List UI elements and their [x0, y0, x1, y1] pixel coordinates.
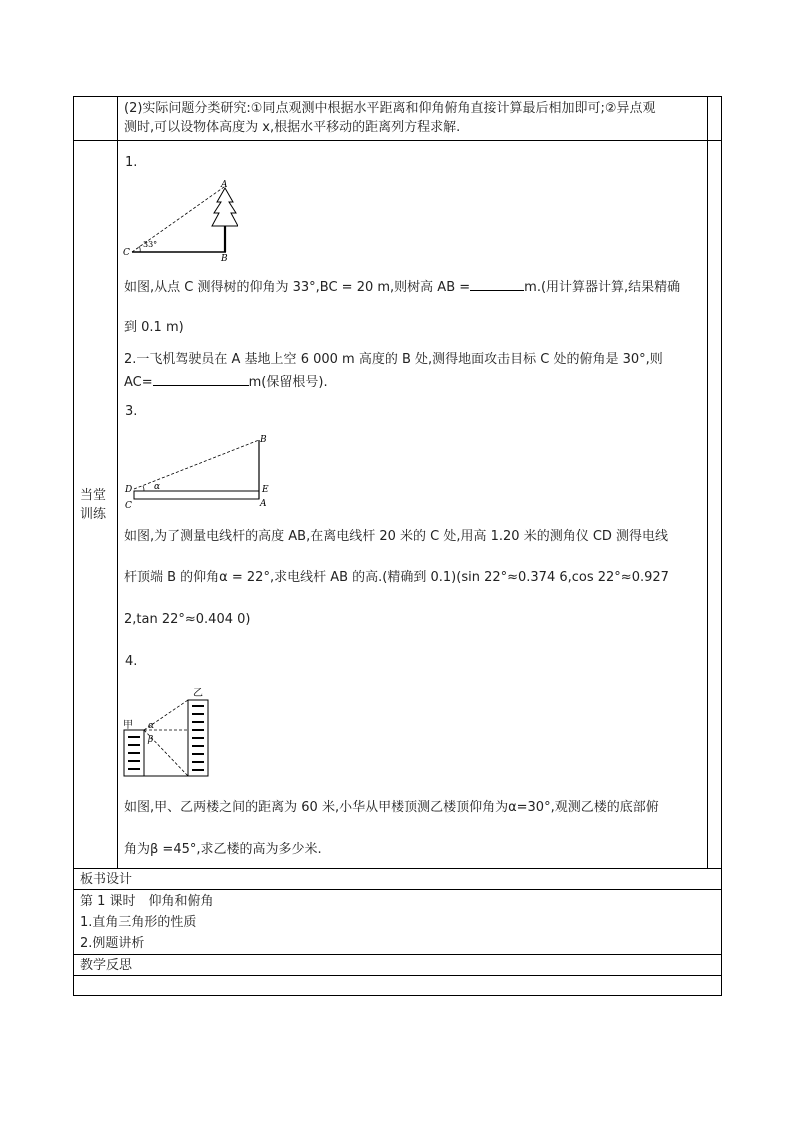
problem-4-label-yi: 乙: [193, 688, 203, 699]
section-label-line-1: 当堂: [80, 488, 107, 503]
table-left-border: [73, 96, 74, 996]
problem-4-label-jia: 甲: [123, 720, 133, 731]
problem-4-text-line-1: 如图,甲、乙两楼之间的距离为 60 米,小华从甲楼顶测乙楼顶仰角为α=30°,观测乙楼的底部俯: [124, 800, 659, 815]
problem-4-label-beta: β: [148, 735, 154, 745]
problem-2-text-line-2: [124, 373, 328, 391]
row-divider-board: [73, 954, 722, 955]
problem-1-number: 1.: [125, 155, 138, 170]
problem-4-text-line-2: 角为β =45°,求乙楼的高为多少米.: [124, 842, 322, 857]
problem-3-label-d: D: [125, 485, 133, 495]
problem-3-text-line-2: 杆顶端 B 的仰角α = 22°,求电线杆 AB 的高.(精确到 0.1)(sin 22°≈0.374 6,cos 22°≈0.927: [124, 570, 669, 585]
problem-2-text-before: AC=: [124, 375, 153, 390]
row-divider-intro: [73, 140, 722, 141]
problem-4-number: 4.: [125, 654, 138, 669]
problem-1-angle-label: 33°: [143, 240, 158, 249]
board-item-1: 1.直角三角形的性质: [80, 915, 197, 930]
problem-3-pole-figure: [118, 432, 278, 512]
problem-1-answer-blank: [470, 278, 524, 291]
problem-3-label-e: E: [262, 485, 269, 495]
table-right-border: [721, 96, 722, 996]
inner-right-divider: [707, 96, 708, 868]
problem-1-text-line-2: 到 0.1 m): [124, 320, 184, 335]
problem-3-label-c: C: [125, 501, 132, 511]
problem-4-buildings-figure: [118, 682, 218, 782]
problem-1-tree-figure: [118, 176, 238, 262]
problem-3-label-a: A: [260, 499, 267, 509]
row-divider-board-heading: [73, 889, 722, 890]
problem-1-text-before: 如图,从点 C 测得树的仰角为 33°,BC = 20 m,则树高 AB =: [124, 280, 471, 295]
section-label-line-2: 训练: [80, 507, 107, 522]
problem-2-answer-blank: [153, 373, 249, 386]
board-heading: 板书设计: [80, 872, 133, 887]
row-divider-reflection: [73, 975, 722, 976]
table-top-border: [73, 96, 722, 97]
board-item-2: 2.例题讲析: [80, 936, 145, 951]
row-divider-training: [73, 868, 722, 869]
problem-2-text-after: m(保留根号).: [248, 375, 328, 390]
problem-2-text-line-1: 2.一飞机驾驶员在 A 基地上空 6 000 m 高度的 B 处,测得地面攻击目标 C 处的俯角是 30°,则: [124, 352, 663, 367]
problem-1-text-after: m.(用计算器计算,结果精确: [524, 280, 681, 295]
problem-3-text-line-1: 如图,为了测量电线杆的高度 AB,在离电线杆 20 米的 C 处,用高 1.20 米的测角仪 CD 测得电线: [124, 529, 669, 544]
problem-4-label-alpha: α: [148, 721, 155, 731]
intro-line-1: (2)实际问题分类研究:①同点观测中根据水平距离和仰角俯角直接计算最后相加即可;②异点观: [124, 101, 656, 116]
problem-1-label-b: B: [221, 254, 228, 262]
table-bottom-border: [73, 995, 722, 996]
problem-3-angle-label: α: [154, 482, 161, 492]
problem-3-number: 3.: [125, 404, 138, 419]
reflection-heading: 教学反思: [80, 958, 133, 973]
board-title: 第 1 课时 仰角和俯角: [80, 894, 214, 909]
problem-1-text-line-1: [124, 278, 680, 296]
problem-1-label-a: A: [221, 180, 228, 190]
intro-line-2: 测时,可以设物体高度为 x,根据水平移动的距离列方程求解.: [124, 120, 461, 135]
problem-1-label-c: C: [123, 248, 130, 258]
problem-3-label-b: B: [260, 435, 267, 445]
problem-3-text-line-3: 2,tan 22°≈0.404 0): [124, 612, 251, 627]
